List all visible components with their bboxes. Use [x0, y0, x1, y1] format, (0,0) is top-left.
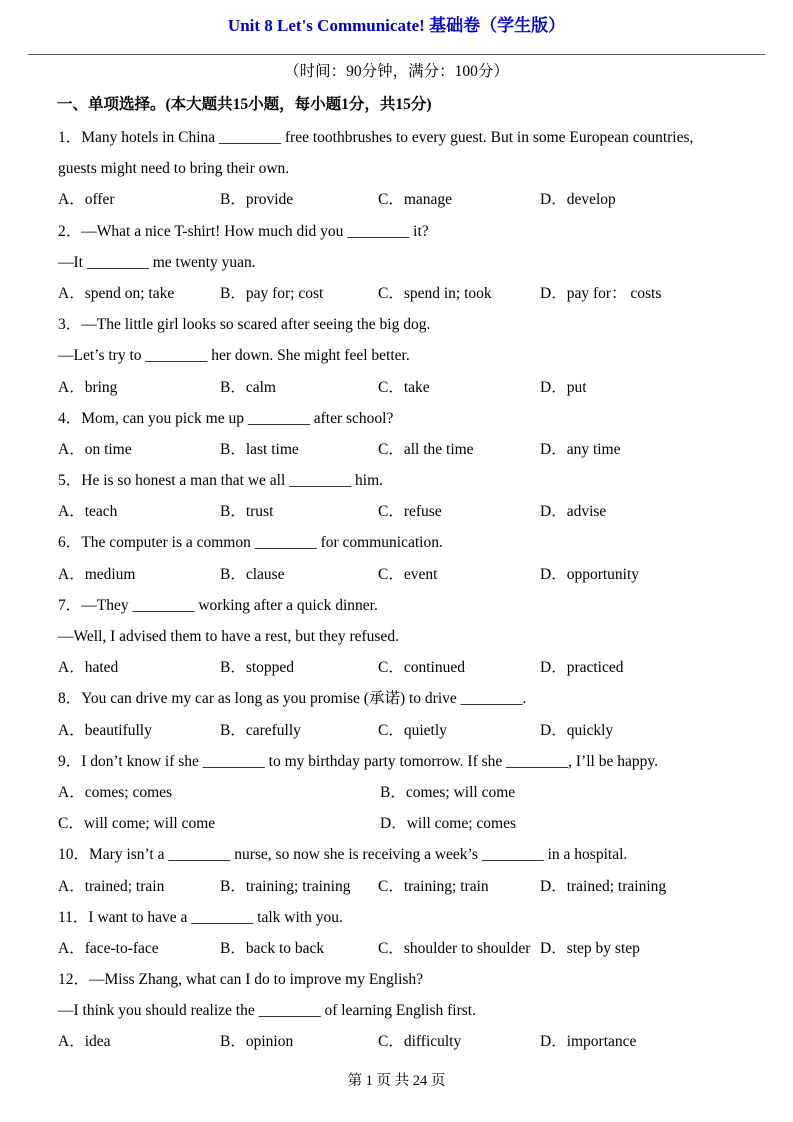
options-row: [58, 808, 735, 839]
question-text-line: 9．I don’t know if she ________ to my birthday party tomorrow. If she ________, I’ll be happy.: [58, 752, 658, 770]
option: C．manage: [378, 191, 453, 209]
option: A．bring: [58, 378, 118, 396]
question-text-line: 7．—They ________ working after a quick dinner.: [58, 596, 378, 614]
options-row: [58, 372, 735, 403]
option: B．calm: [220, 378, 276, 396]
option: B．stopped: [220, 659, 295, 677]
question-text-line: 3．—The little girl looks so scared after seeing the big dog.: [58, 316, 431, 334]
options-row: [58, 652, 735, 683]
option: A．idea: [58, 1033, 111, 1051]
question-text-line: —It ________ me twenty yuan.: [58, 253, 256, 271]
question-text-line: 6．The computer is a common ________ for communication.: [58, 534, 443, 552]
option: A．spend on; take: [58, 284, 175, 302]
question-text-line: 12．—Miss Zhang, what can I do to improve my English?: [58, 971, 424, 989]
option: C．quietly: [378, 721, 447, 739]
question-text-line: 1．Many hotels in China ________ free toothbrushes to every guest. But in some European countries,: [58, 129, 694, 146]
options-row: [58, 933, 735, 964]
option: B．carefully: [220, 721, 301, 739]
question-block: [58, 590, 735, 684]
option: D．pay for： costs: [540, 284, 662, 302]
question-text-line: 10．Mary isn’t a ________ nurse, so now she is receiving a week’s ________ in a hospital.: [58, 846, 628, 864]
question-text-line: 2．—What a nice T-shirt! How much did you ________ it?: [58, 222, 429, 240]
option: C．continued: [378, 659, 465, 677]
option: C．take: [378, 378, 430, 396]
question-text-line: 8．You can drive my car as long as you promise (承诺) to drive ________.: [58, 690, 527, 708]
question-block: [58, 122, 735, 216]
option: C．difficulty: [378, 1033, 462, 1051]
options-row: [58, 278, 735, 309]
option: B．last time: [220, 440, 299, 458]
options-row: [58, 496, 735, 527]
option: D．any time: [540, 440, 621, 458]
question-block: [58, 902, 735, 964]
option: B．trust: [220, 503, 274, 521]
section-heading: 一、单项选择。(本大题共15小题，每小题1分，共15分): [57, 96, 432, 113]
question-block: [58, 309, 735, 403]
option: D．develop: [540, 191, 616, 209]
option: C．all the time: [378, 440, 474, 458]
option: A．medium: [58, 565, 136, 583]
question-block: [58, 683, 735, 745]
option: D．step by step: [540, 939, 640, 957]
option: B．provide: [220, 191, 294, 209]
option: D．importance: [540, 1033, 637, 1051]
option: C．will come; will come: [58, 815, 216, 833]
option: A．beautifully: [58, 721, 152, 739]
option: B．training; training: [220, 877, 351, 895]
option: C．spend in; took: [378, 284, 492, 302]
question-text-line: 5．He is so honest a man that we all ________ him.: [58, 472, 384, 490]
options-row: [58, 777, 735, 808]
option: A．trained; train: [58, 877, 165, 895]
options-row: [58, 871, 735, 902]
option: A．comes; comes: [58, 783, 173, 801]
option: A．teach: [58, 503, 118, 521]
option: A．on time: [58, 440, 132, 458]
option: B．pay for; cost: [220, 284, 324, 302]
options-row: [58, 1026, 735, 1057]
option: D．will come; comes: [380, 815, 517, 833]
option: C．event: [378, 565, 438, 583]
options-row: [58, 434, 735, 465]
question-text-line: —Let’s try to ________ her down. She might feel better.: [58, 347, 410, 365]
option: B．back to back: [220, 939, 325, 957]
option: D．advise: [540, 503, 607, 521]
option: B．opinion: [220, 1033, 294, 1051]
option: C．shoulder to shoulder: [378, 939, 531, 957]
page-title: Unit 8 Let's Communicate! 基础卷（学生版）: [227, 16, 566, 35]
time-score-line: （时间：90分钟，满分：100分）: [284, 63, 509, 80]
page-number: 第 1 页 共 24 页: [347, 1073, 446, 1089]
question-block: [58, 746, 735, 840]
option: B．comes; will come: [380, 783, 516, 801]
option: D．put: [540, 378, 587, 396]
question-text-line: 11．I want to have a ________ talk with you.: [58, 908, 343, 926]
option: B．clause: [220, 565, 285, 583]
option: A．offer: [58, 191, 115, 209]
question-block: [58, 527, 735, 589]
question-block: [58, 964, 735, 1058]
option: D．practiced: [540, 659, 624, 677]
header-divider: [28, 54, 765, 55]
options-row: [58, 715, 735, 746]
question-text-line: —I think you should realize the ________ of learning English first.: [58, 1002, 476, 1020]
option: C．training; train: [378, 877, 489, 895]
option: C．refuse: [378, 503, 442, 521]
option: D．opportunity: [540, 565, 640, 583]
question-block: [58, 216, 735, 310]
question-block: [58, 839, 735, 901]
question-block: [58, 465, 735, 527]
question-text-line: 4．Mom, can you pick me up ________ after school?: [58, 409, 394, 427]
options-row: [58, 184, 735, 215]
question-text-line: guests might need to bring their own.: [58, 160, 290, 178]
option: D．quickly: [540, 721, 614, 739]
option: A．face-to-face: [58, 939, 159, 957]
question-text-line: —Well, I advised them to have a rest, but they refused.: [58, 628, 399, 645]
option: A．hated: [58, 659, 119, 677]
option: D．trained; training: [540, 877, 667, 895]
question-block: [58, 403, 735, 465]
questions: [0, 122, 793, 1058]
options-row: [58, 559, 735, 590]
